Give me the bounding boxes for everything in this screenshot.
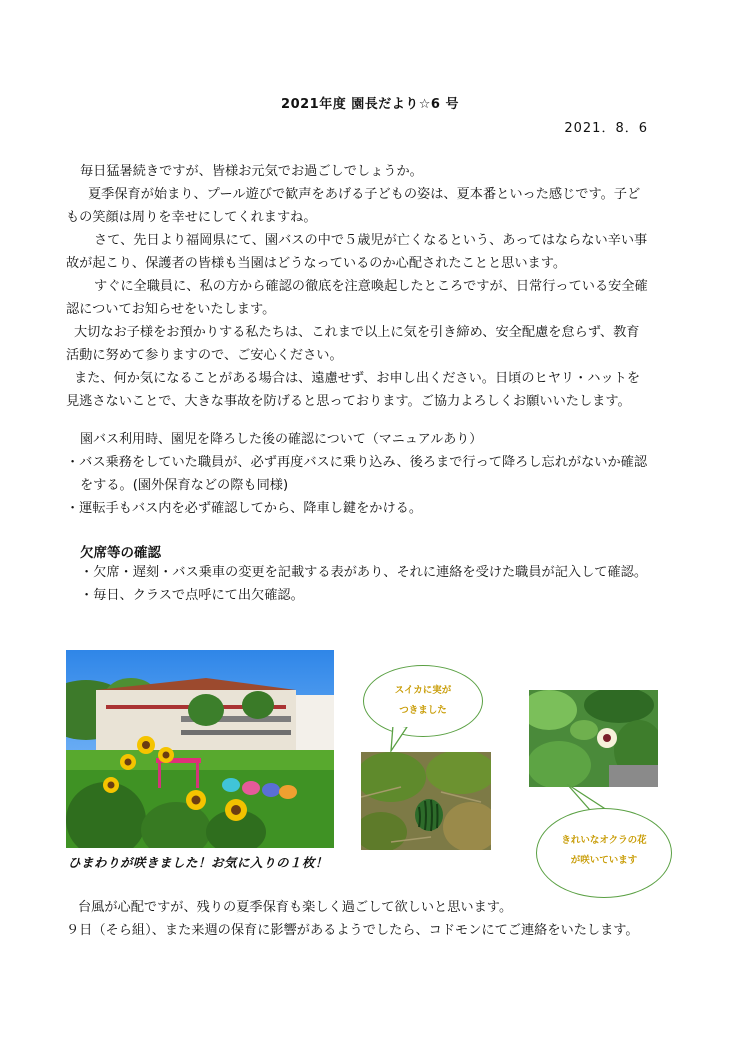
list-item: ・欠席・遅刻・バス乗車の変更を記載する表があり、それに連絡を受けた職員が記入して確認。	[80, 565, 648, 580]
intro-line: 毎日猛暑続きですが、皆様お元気でお過ごしでしょうか。	[80, 164, 423, 179]
intro-line: もの笑顔は周りを幸せにしてくれますね。	[66, 210, 317, 225]
intro-line: 故が起こり、保護者の皆様も当園はどうなっているのか心配されたことと思います。	[66, 256, 567, 271]
watermelon-speech-bubble	[363, 665, 483, 737]
bubble-line: が咲いています	[570, 855, 638, 866]
list-item: ・バス乗務をしていた職員が、必ず再度バスに乗り込み、後ろまで行って降ろし忘れがないか確認	[66, 455, 648, 470]
intro-line: さて、先日より福岡県にて、園バスの中で５歳児が亡くなるという、あってはならない辛い事	[94, 233, 648, 248]
absence-heading: 欠席等の確認	[80, 545, 161, 561]
issue-date: 2021．8．6	[564, 121, 648, 136]
intro-line: 見逃さないことで、大きな事故を防げると思っております。ご協力よろしくお願いいたします。	[66, 394, 631, 409]
bubble-tail-icon	[385, 725, 415, 755]
bubble-line: つきました	[399, 705, 447, 716]
closing-line: ９日（そら組）、また来週の保育に影響があるようでしたら、コドモンにてご連絡をいたします。	[66, 923, 639, 938]
okra-speech-bubble	[536, 808, 672, 898]
absence-list	[80, 561, 647, 607]
list-item: ・毎日、クラスで点呼にて出欠確認。	[80, 588, 304, 603]
intro-line: 認についてお知らせをいたします。	[66, 302, 276, 317]
okra-photo	[529, 690, 658, 787]
intro-line: すぐに全職員に、私の方から確認の徹底を注意喚起したところですが、日常行っている安全確	[94, 279, 648, 294]
closing-line: 台風が心配ですが、残りの夏季保育も楽しく過ごして欲しいと思います。	[78, 900, 513, 915]
watermelon-photo	[361, 752, 491, 850]
bus-check-heading: 園バス利用時、園児を降ろした後の確認について（マニュアルあり）	[80, 432, 483, 447]
intro-line: また、何か気になることがある場合は、遠慮せず、お申し出ください。日頃のヒヤリ・ハットを	[74, 371, 641, 386]
sunflower-caption: ひまわりが咲きました！お気に入りの１枚！	[68, 855, 329, 870]
intro-line: 夏季保育が始まり、プール遊びで歓声をあげる子どもの姿は、夏本番といった感じです。子ど	[88, 187, 641, 202]
intro-line: 大切なお子様をお預かりする私たちは、これまで以上に気を引き締め、安全配慮を怠らず、教育	[74, 325, 640, 340]
intro-paragraphs	[66, 160, 648, 413]
list-item: ・運転手もバス内を必ず確認してから、降車し鍵をかける。	[66, 501, 423, 516]
closing-paragraph	[66, 896, 639, 942]
bubble-line: スイカに実が	[394, 685, 452, 696]
bus-check-list	[66, 451, 647, 520]
newsletter-title: 2021年度 園長だより☆6 号	[281, 97, 459, 112]
list-item: をする。(園外保育などの際も同様)	[80, 478, 289, 493]
sunflower-photo	[66, 650, 334, 848]
bubble-line: きれいなオクラの花	[561, 835, 647, 846]
intro-line: 活動に努めて参りますので、ご安心ください。	[66, 348, 343, 363]
